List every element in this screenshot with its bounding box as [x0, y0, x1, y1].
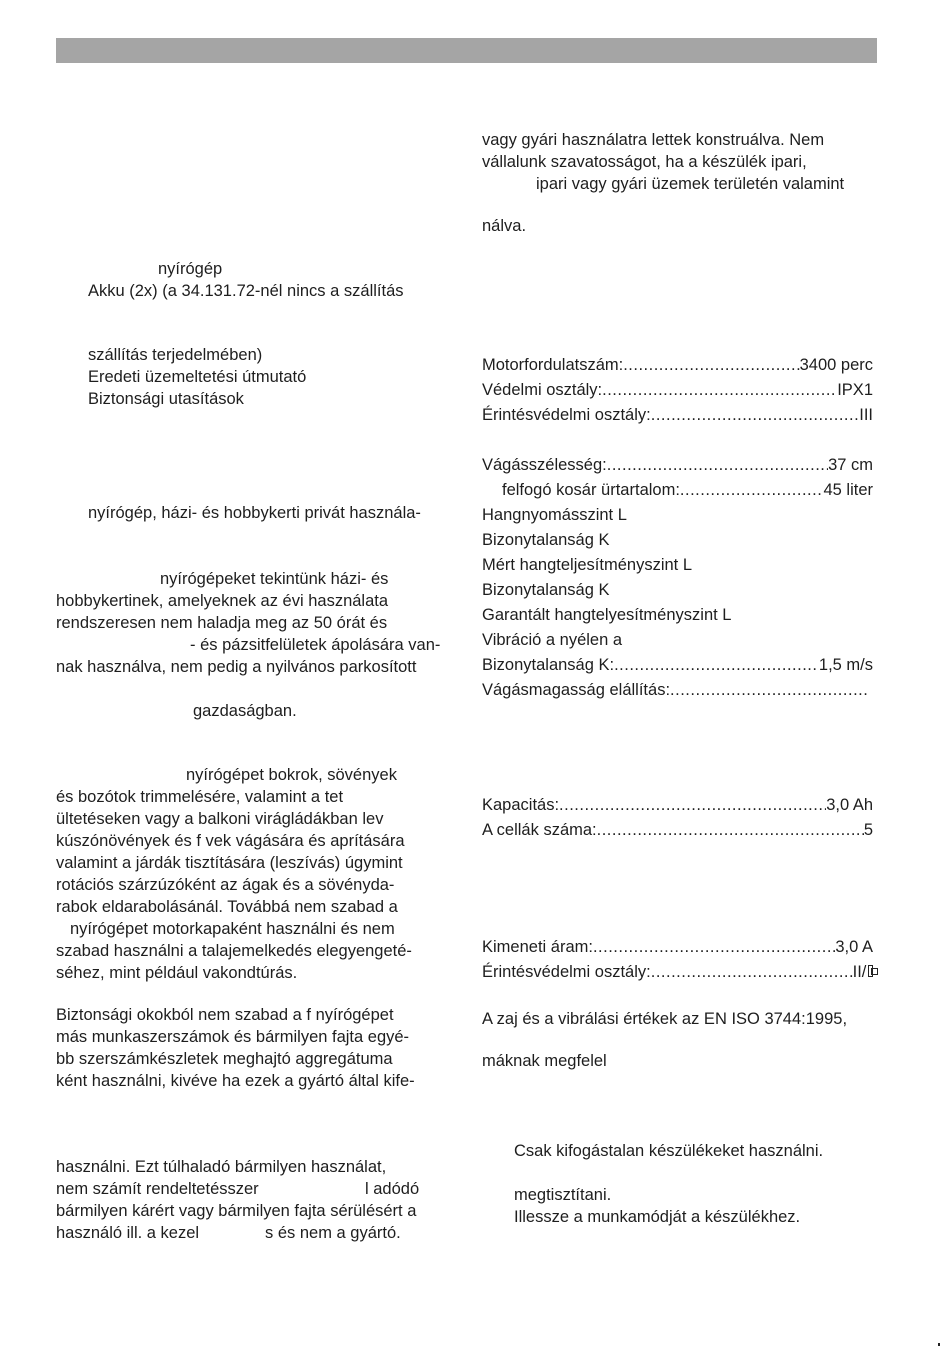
spec-label: A cellák száma:: [482, 821, 597, 839]
spec-value: III: [859, 406, 873, 424]
dot-leader: [651, 962, 853, 982]
dot-leader: [559, 795, 826, 815]
spec-label: Vágásszélesség:: [482, 456, 607, 474]
body-text-line: Biztonsági utasítások: [88, 390, 244, 408]
body-text-line: vagy gyári használatra lettek konstruálva. Nem: [482, 131, 825, 149]
body-text-line: ként használni, kivéve ha ezek a gyártó által kife-: [56, 1072, 415, 1090]
protection-class-ii-icon: [868, 965, 873, 977]
spec-label: Vágásmagasság elállítás:: [482, 681, 671, 699]
body-text-line: más munkaszerszámok és bármilyen fajta egyé-: [56, 1028, 410, 1046]
dot-leader: [623, 355, 799, 375]
spec-text-line: Bizonytalanság K: [482, 581, 610, 599]
body-text-line: használó ill. a kezel: [56, 1224, 200, 1242]
spec-row-basket-capacity: [502, 480, 873, 500]
body-text-line: és bozótok trimmelésére, valamint a tet: [56, 788, 344, 806]
spec-value: II/: [852, 963, 867, 981]
spec-value: 3,0 A: [835, 938, 873, 956]
body-text-line: Illessze a munkamódját a készülékhez.: [514, 1208, 801, 1226]
body-text-line: Eredeti üzemeltetési útmutató: [88, 368, 307, 386]
spec-row-output-current: [482, 937, 873, 957]
body-text-line: ipari vagy gyári üzemek területén valamint: [536, 175, 845, 193]
dot-leader: [614, 655, 819, 675]
spec-text-line: Hangnyomásszint L: [482, 506, 627, 524]
dot-leader: [670, 680, 869, 700]
spec-value: 5: [863, 821, 873, 839]
body-text-line: A zaj és a vibrálási értékek az EN ISO 3744:1995,: [482, 1010, 848, 1028]
body-text-line: ültetéseken vagy a balkoni virágládákban lev: [56, 810, 384, 828]
page-mark: [938, 1343, 940, 1346]
body-text-line: l adódó: [365, 1180, 420, 1198]
dot-leader: [593, 937, 835, 957]
spec-text-line: Bizonytalanság K: [482, 531, 610, 549]
spec-row-motor-speed: [482, 355, 873, 375]
body-text-line: nyírógép, házi- és hobbykerti privát használa-: [88, 504, 421, 522]
spec-label: Bizonytalanság K:: [482, 656, 615, 674]
spec-label: felfogó kosár ürtartalom:: [502, 481, 680, 499]
body-text-line: s és nem a gyártó.: [265, 1224, 401, 1242]
body-text-line: valamint a járdák tisztítására (leszívás) úgymint: [56, 854, 403, 872]
spec-value: 1,5 m/s: [818, 656, 873, 674]
body-text-line: Akku (2x) (a 34.131.72-nél nincs a szállítás: [88, 282, 404, 300]
spec-text-line: Vibráció a nyélen a: [482, 631, 623, 649]
body-text-line: nyírógépet motorkapaként használni és nem: [70, 920, 395, 938]
dot-leader: [597, 820, 864, 840]
body-text-line: - és pázsitfelületek ápolására van-: [190, 636, 441, 654]
body-text-line: nyírógépet bokrok, sövények: [186, 766, 397, 784]
spec-row-capacity: [482, 795, 873, 815]
spec-label: Kapacitás:: [482, 796, 560, 814]
body-text-line: Csak kifogástalan készülékeket használni.: [514, 1142, 824, 1160]
body-text-line: rotációs szárzúzóként az ágak és a sövényda-: [56, 876, 395, 894]
body-text-line: rabok eldarabolásánál. Továbbá nem szabad a: [56, 898, 398, 916]
spec-row-touch-protection: [482, 405, 873, 425]
body-text-line: séhez, mint például vakondtúrás.: [56, 964, 298, 982]
body-text-line: nem számít rendeltetésszer: [56, 1180, 259, 1198]
body-text-line: gazdaságban.: [193, 702, 297, 720]
body-text-line: használni. Ezt túlhaladó bármilyen használat,: [56, 1158, 387, 1176]
body-text-line: rendszeresen nem haladja meg az 50 órát és: [56, 614, 388, 632]
body-text-line: kúszónövények és f vek vágására és aprítására: [56, 832, 405, 850]
spec-value: 3400 perc: [799, 356, 873, 374]
spec-row-charger-protection: [482, 962, 873, 982]
spec-row-cutting-height: [482, 680, 869, 700]
body-text-line: nálva.: [482, 217, 527, 235]
spec-value: 45 liter: [823, 481, 873, 499]
body-text-line: nyírógépeket tekintünk házi- és: [160, 570, 389, 588]
spec-value: IPX1: [837, 381, 873, 399]
spec-row-uncertainty: [482, 655, 873, 675]
body-text-line: nyírógép: [158, 260, 223, 278]
header-bar: [56, 38, 877, 63]
body-text-line: szállítás terjedelmében): [88, 346, 263, 364]
spec-text-line: Garantált hangtelyesítményszint L: [482, 606, 732, 624]
spec-row-cutting-width: [482, 455, 873, 475]
dot-leader: [607, 455, 828, 475]
spec-row-cell-count: [482, 820, 873, 840]
spec-label: Védelmi osztály:: [482, 381, 603, 399]
spec-value: 37 cm: [828, 456, 873, 474]
spec-label: Kimeneti áram:: [482, 938, 593, 956]
spec-row-protection-class: [482, 380, 873, 400]
dot-leader: [602, 380, 837, 400]
body-text-line: hobbykertinek, amelyeknek az évi használata: [56, 592, 389, 610]
body-text-line: Biztonsági okokból nem szabad a f nyírógépet: [56, 1006, 394, 1024]
dot-leader: [651, 405, 860, 425]
body-text-line: vállalunk szavatosságot, ha a készülék ipari,: [482, 153, 807, 171]
spec-text-line: Mért hangteljesítményszint L: [482, 556, 693, 574]
spec-label: Érintésvédelmi osztály:: [482, 406, 651, 424]
spec-value: 3,0 Ah: [826, 796, 873, 814]
body-text-line: máknak megfelel: [482, 1052, 607, 1070]
body-text-line: szabad használni a talajemelkedés elegyengeté-: [56, 942, 412, 960]
body-text-line: megtisztítani.: [514, 1186, 612, 1204]
dot-leader: [680, 480, 824, 500]
spec-label: Motorfordulatszám:: [482, 356, 624, 374]
spec-label: Érintésvédelmi osztály:: [482, 963, 651, 981]
body-text-line: bármilyen kárért vagy bármilyen fajta sérülésért a: [56, 1202, 417, 1220]
body-text-line: bb szerszámkészletek meghajtó aggregátuma: [56, 1050, 393, 1068]
body-text-line: nak használva, nem pedig a nyilvános parkosított: [56, 658, 417, 676]
